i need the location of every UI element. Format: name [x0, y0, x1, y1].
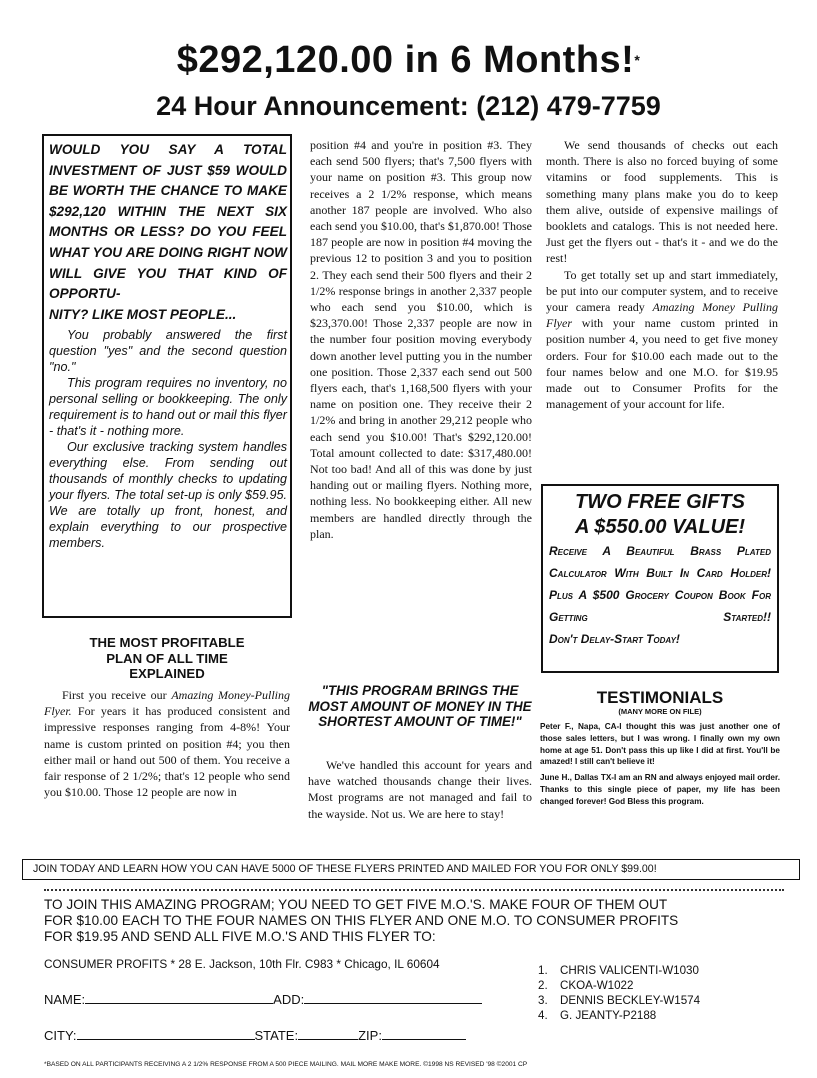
gifts-body	[549, 540, 771, 650]
headline	[0, 38, 817, 82]
list-item	[538, 993, 700, 1008]
right-paragraph-2	[546, 267, 778, 413]
testimonials-section	[540, 689, 780, 812]
list-item-name: G. JEANTY-P2188	[560, 1009, 657, 1022]
instructions-line-1: TO JOIN THIS AMAZING PROGRAM; YOU NEED TO GET FIVE M.O.'S. MAKE FOUR OF THEM OUT	[44, 897, 668, 912]
plan-title-line-2: PLAN OF ALL TIME	[106, 650, 228, 666]
middle-paragraph-1: position #4 and you're in position #3. They each send 500 flyers; that's 7,500 flyers with your name on position #3. This group now receives a 2 1/2% response, which means another 187 people are involved. Who also each send you $10.00, that's $1,870.00! Those 187 people are now in position #4 moving the previous 12 to position 3 and you to position 2. They each send their 500 flyers and their 2 1/2% response brings in another 2,337 people who each send you $10.00, which is $23,370.00! Those 2,337 people are now in the number four position moving everybody down another level putting you in the number one position. Those 2,337 each send out 500 flyers each, that's 1,168,500 flyers with your name on position one. They receive their 2 1/2% and bring in another 29,212 people who each send you $10.00! That's $292,120.00! Total amount collected to date: $317,480.00! Not too bad! And all of this was done by just handing out or mailing flyers. Nothing more, nothing less. No bookkeeping either. All new members are handled directly through the plan.	[310, 138, 532, 541]
plan-text	[44, 687, 290, 800]
plan-title-line-3: EXPLAINED	[129, 666, 205, 681]
program-quote: "THIS PROGRAM BRINGS THE MOST AMOUNT OF MONEY IN THE SHORTEST AMOUNT OF TIME!"	[308, 683, 532, 730]
zip-field[interactable]	[382, 1026, 466, 1040]
middle-column	[310, 137, 532, 542]
investment-paragraph-1: You probably answered the first question "yes" and the second question "no."	[49, 328, 287, 375]
list-item	[538, 1008, 700, 1023]
investment-headline	[49, 140, 287, 325]
plan-paragraph-flyer-name: Amazing Money-Pulling Flyer.	[44, 688, 290, 719]
testimonials-title: TESTIMONIALS	[596, 688, 724, 707]
plan-title	[44, 635, 290, 682]
testimonial-2: June H., Dallas TX-I am an RN and always enjoyed mail order. Thanks to this single piece of paper, my life has been changed forever! God Bless this program.	[540, 773, 780, 806]
footnote: *BASED ON ALL PARTICIPANTS RECEIVING A 2 1/2% RESPONSE FROM A 500 PIECE MAILING. MAIL MORE MAKE MORE. ©1998 NS REVISED '98 ©2001 CP	[44, 1061, 528, 1068]
investment-headline-last: NITY? LIKE MOST PEOPLE...	[49, 306, 237, 322]
list-item-number: 1.	[538, 964, 548, 977]
investment-headline-text: WOULD YOU SAY A TOTAL INVESTMENT OF JUST $59 WOULD BE WORTH THE CHANCE TO MAKE $292,120 WITHIN THE NEXT SIX MONTHS OR LESS? DO YOU FEEL WHAT YOU ARE DOING RIGHT NOW WILL GIVE YOU THAT KIND OF OPPORTU-	[49, 142, 287, 302]
testimonials-subtitle: (MANY MORE ON FILE)	[618, 707, 702, 716]
investment-paragraph-2: This program requires no inventory, no personal selling or bookkeeping. The only requirement is to hand out or mail this flyer - that's it - nothing more.	[49, 376, 287, 439]
list-item-number: 3.	[538, 994, 548, 1007]
headline-asterisk: *	[634, 52, 641, 68]
right-column	[546, 137, 778, 412]
list-item	[538, 963, 700, 978]
zip-label: ZIP:	[358, 1028, 382, 1043]
investment-body	[49, 327, 287, 551]
headline-text: $292,120.00 in 6 Months!	[176, 39, 635, 81]
list-item-name: DENNIS BECKLEY-W1574	[560, 994, 701, 1007]
list-item-number: 2.	[538, 979, 548, 992]
announcement-line: 24 Hour Announcement: (212) 479-7759	[156, 91, 661, 121]
plan-paragraph-start: First you receive our	[62, 688, 172, 702]
instructions-line-3: FOR $19.95 AND SEND ALL FIVE M.O.'S AND THIS FLYER TO:	[44, 929, 436, 945]
cut-line-divider	[44, 889, 784, 891]
gifts-body-text: Receive A Beautiful Brass Plated Calculator With Built In Card Holder! Plus A $500 Grocery Coupon Book For Getting Started!!	[549, 544, 771, 624]
address-label: ADD:	[273, 992, 305, 1007]
gifts-title-line-2: A $550.00 VALUE!	[574, 516, 746, 538]
instructions-line-2: FOR $10.00 EACH TO THE FOUR NAMES ON THIS FLYER AND ONE M.O. TO CONSUMER PROFITS	[44, 913, 679, 929]
list-item-name: CHRIS VALICENTI-W1030	[560, 964, 699, 977]
list-item-number: 4.	[538, 1009, 548, 1022]
right-paragraph-2-rest: with your name custom printed in position number 4, you need to get five money orders. Four for $10.00 each made out to the four names below and one M.O. for $19.95 made out to Consumer Profits for the management of your account for life.	[546, 316, 778, 412]
free-gifts-box	[541, 484, 779, 673]
testimonial-1: Peter F., Napa, CA-I thought this was just another one of those sales letters, but I was wrong. I finally own my own home at age 51. Don't pass this up like I did at first. You'll be amazed! I still can't believe it!	[540, 722, 780, 767]
gifts-call-to-action: Don't Delay-Start Today!	[549, 632, 680, 646]
right-paragraph-1: We send thousands of checks out each month. There is also no forced buying of some vitamins or food supplements. This is something many plans make you do to keep them alive, outside of expensive mailings of booklets and catalogs. This is not needed here. Just get the flyers out - that's it - and we do the rest!	[546, 138, 778, 266]
form-row-city	[44, 1026, 466, 1044]
middle-paragraph-2: We've handled this account for years and have watched thousands change their lives. Most programs are not managed and fail to the wayside. Not us. We are here to stay!	[308, 758, 532, 821]
list-item	[538, 978, 700, 993]
plan-paragraph-rest: For years it has produced consistent and impressive responses ranging from 4-8%! Your name is custom printed on position #4; you then either mail or hand out 500 of them. You receive a fair response of 2 1/2%; that's 12 people who send you $10.00. Those 12 people are now in	[44, 704, 290, 800]
state-field[interactable]	[298, 1026, 358, 1040]
join-instructions	[44, 897, 794, 946]
city-label: CITY:	[44, 1028, 77, 1043]
mailing-address: CONSUMER PROFITS * 28 E. Jackson, 10th Flr. C983 * Chicago, IL 60604	[44, 957, 440, 971]
city-field[interactable]	[77, 1026, 255, 1040]
gifts-title-line-1: TWO FREE GIFTS	[575, 491, 745, 513]
name-label: NAME:	[44, 992, 86, 1007]
middle-column-bottom	[308, 757, 532, 822]
investment-box	[42, 134, 292, 618]
join-banner: JOIN TODAY AND LEARN HOW YOU CAN HAVE 5000 OF THESE FLYERS PRINTED AND MAILED FOR YOU FOR ONLY $99.00!	[22, 859, 800, 880]
investment-paragraph-3: Our exclusive tracking system handles everything else. From sending out thousands of monthly checks to updating your flyers. The total set-up is only $59.95. We are totally up front, honest, and explain everything to our prospective members.	[49, 440, 287, 551]
name-field[interactable]	[85, 990, 273, 1004]
names-list	[538, 963, 700, 1023]
plan-paragraph	[44, 687, 290, 800]
right-paragraph-2-start: To get totally set up and start immediately, be put into our computer system, and to receive your camera ready	[546, 267, 778, 315]
state-label: STATE:	[254, 1028, 299, 1043]
testimonials-body	[540, 721, 780, 808]
form-row-name	[44, 990, 482, 1008]
right-paragraph-2-flyer-name: Amazing Money Pulling Flyer	[546, 300, 779, 331]
address-field[interactable]	[304, 990, 482, 1004]
plan-title-line-1: THE MOST PROFITABLE	[89, 635, 245, 650]
list-item-name: CKOA-W1022	[560, 979, 634, 992]
